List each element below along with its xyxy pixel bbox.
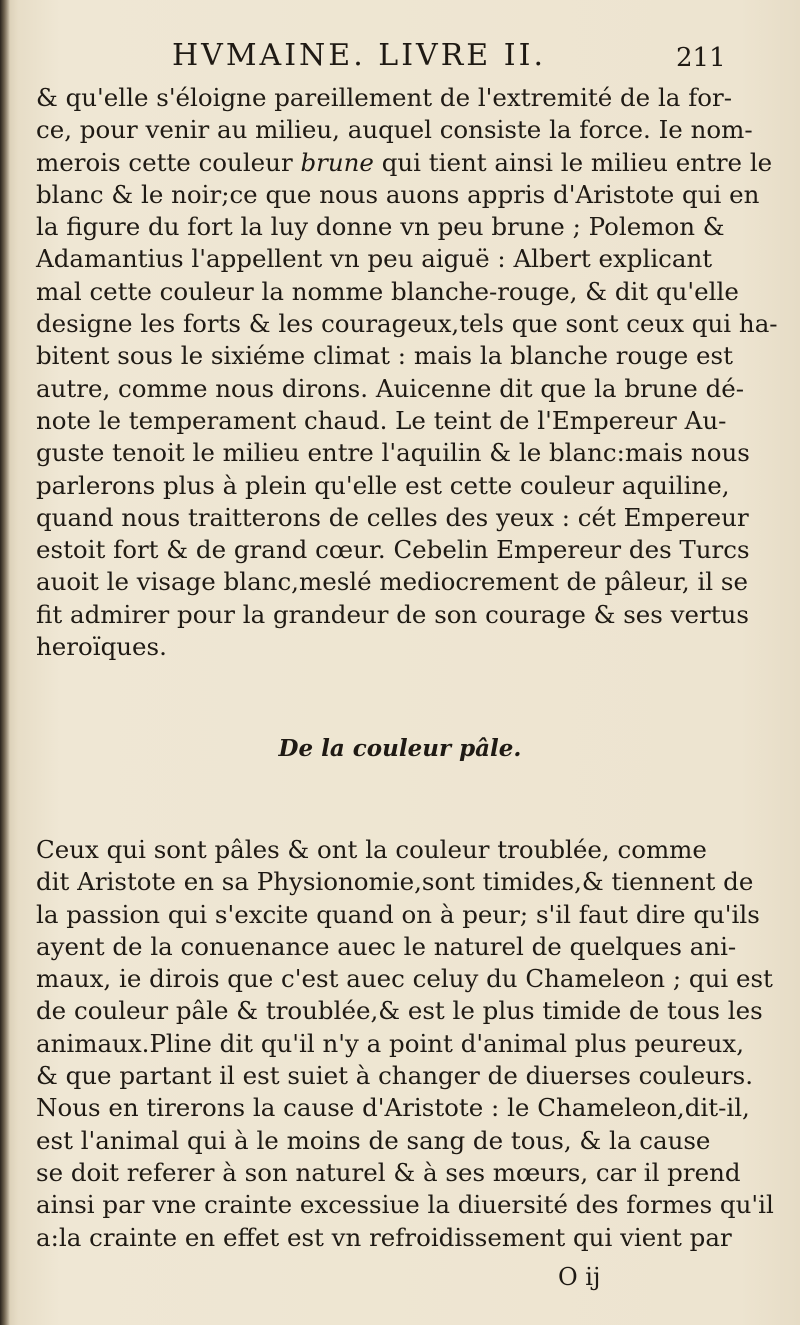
text-line: estoit fort & de grand cœur. Cebelin Empereur des Turcs [36,535,750,565]
text-line: Adamantius l'appellent vn peu aiguë : Albert explicant [36,244,713,274]
section-heading: De la couleur pâle. [278,735,522,762]
signature-mark: O ij [558,1263,601,1291]
text-line: ainsi par vne crainte excessiue la diuersité des formes qu'il [36,1190,774,1220]
text-line: guste tenoit le milieu entre l'aquilin & le blanc:mais nous [36,438,750,468]
text-line: fit admirer pour la grandeur de son courage & ses vertus [36,599,749,629]
italic-word: brune [300,147,374,177]
text-line: dit Aristote en sa Physionomie,sont timides,& tiennent de [36,867,754,897]
text-line: est l'animal qui à le moins de sang de tous, & la cause [36,1125,711,1155]
text-line: note le temperament chaud. Le teint de l'Empereur Au- [36,405,727,435]
text-line: merois cette couleur brune qui tient ainsi le milieu entre le [36,147,773,177]
paragraph-brune [36,82,778,663]
text-line: Nous en tirerons la cause d'Aristote : le Chameleon,dit-il, [36,1093,750,1123]
text-line: & que partant il est suiet à changer de diuerses couleurs. [36,1061,754,1091]
text-line: mal cette couleur la nomme blanche-rouge, & dit qu'elle [36,276,739,306]
text-line: bitent sous le sixiéme climat : mais la blanche rouge est [36,341,733,371]
page-gutter [0,0,10,1325]
text-line: Ceux qui sont pâles & ont la couleur troublée, comme [36,835,707,864]
text-line: de couleur pâle & troublée,& est le plus timide de tous les [36,996,763,1026]
text-line: quand nous traitterons de celles des yeux : cét Empereur [36,502,749,532]
text-line: designe les forts & les courageux,tels que sont ceux qui ha- [36,309,778,339]
paragraph-pale [36,834,774,1254]
text-line: ce, pour venir au milieu, auquel consiste la force. Ie nom- [36,115,753,145]
text-line: animaux.Pline dit qu'il n'y a point d'animal plus peureux, [36,1028,745,1058]
text-line: ayent de la conuenance auec le naturel de quelques ani- [36,931,737,961]
text-line: a:la crainte en effet est vn refroidissement qui vient par [36,1222,732,1252]
page-number: 211 [676,43,726,73]
text-line: & qu'elle s'éloigne pareillement de l'extremité de la for- [36,83,733,112]
text-line: la passion qui s'excite quand on à peur; s'il faut dire qu'ils [36,899,760,929]
running-head: HVMAINE. LIVRE II. [172,38,546,73]
text-line: parlerons plus à plein qu'elle est cette couleur aquiline, [36,470,730,500]
text-line: se doit referer à son naturel & à ses mœurs, car il prend [36,1157,741,1187]
text-line: blanc & le noir;ce que nous auons appris d'Aristote qui en [36,179,760,209]
text-line: autre, comme nous dirons. Auicenne dit que la brune dé- [36,373,745,403]
text-line: maux, ie dirois que c'est auec celuy du Chameleon ; qui est [36,964,773,994]
text-line: auoit le visage blanc,meslé mediocrement de pâleur, il se [36,567,748,597]
text-line: heroïques. [36,632,167,662]
text-line: la figure du fort la luy donne vn peu brune ; Polemon & [36,212,725,242]
